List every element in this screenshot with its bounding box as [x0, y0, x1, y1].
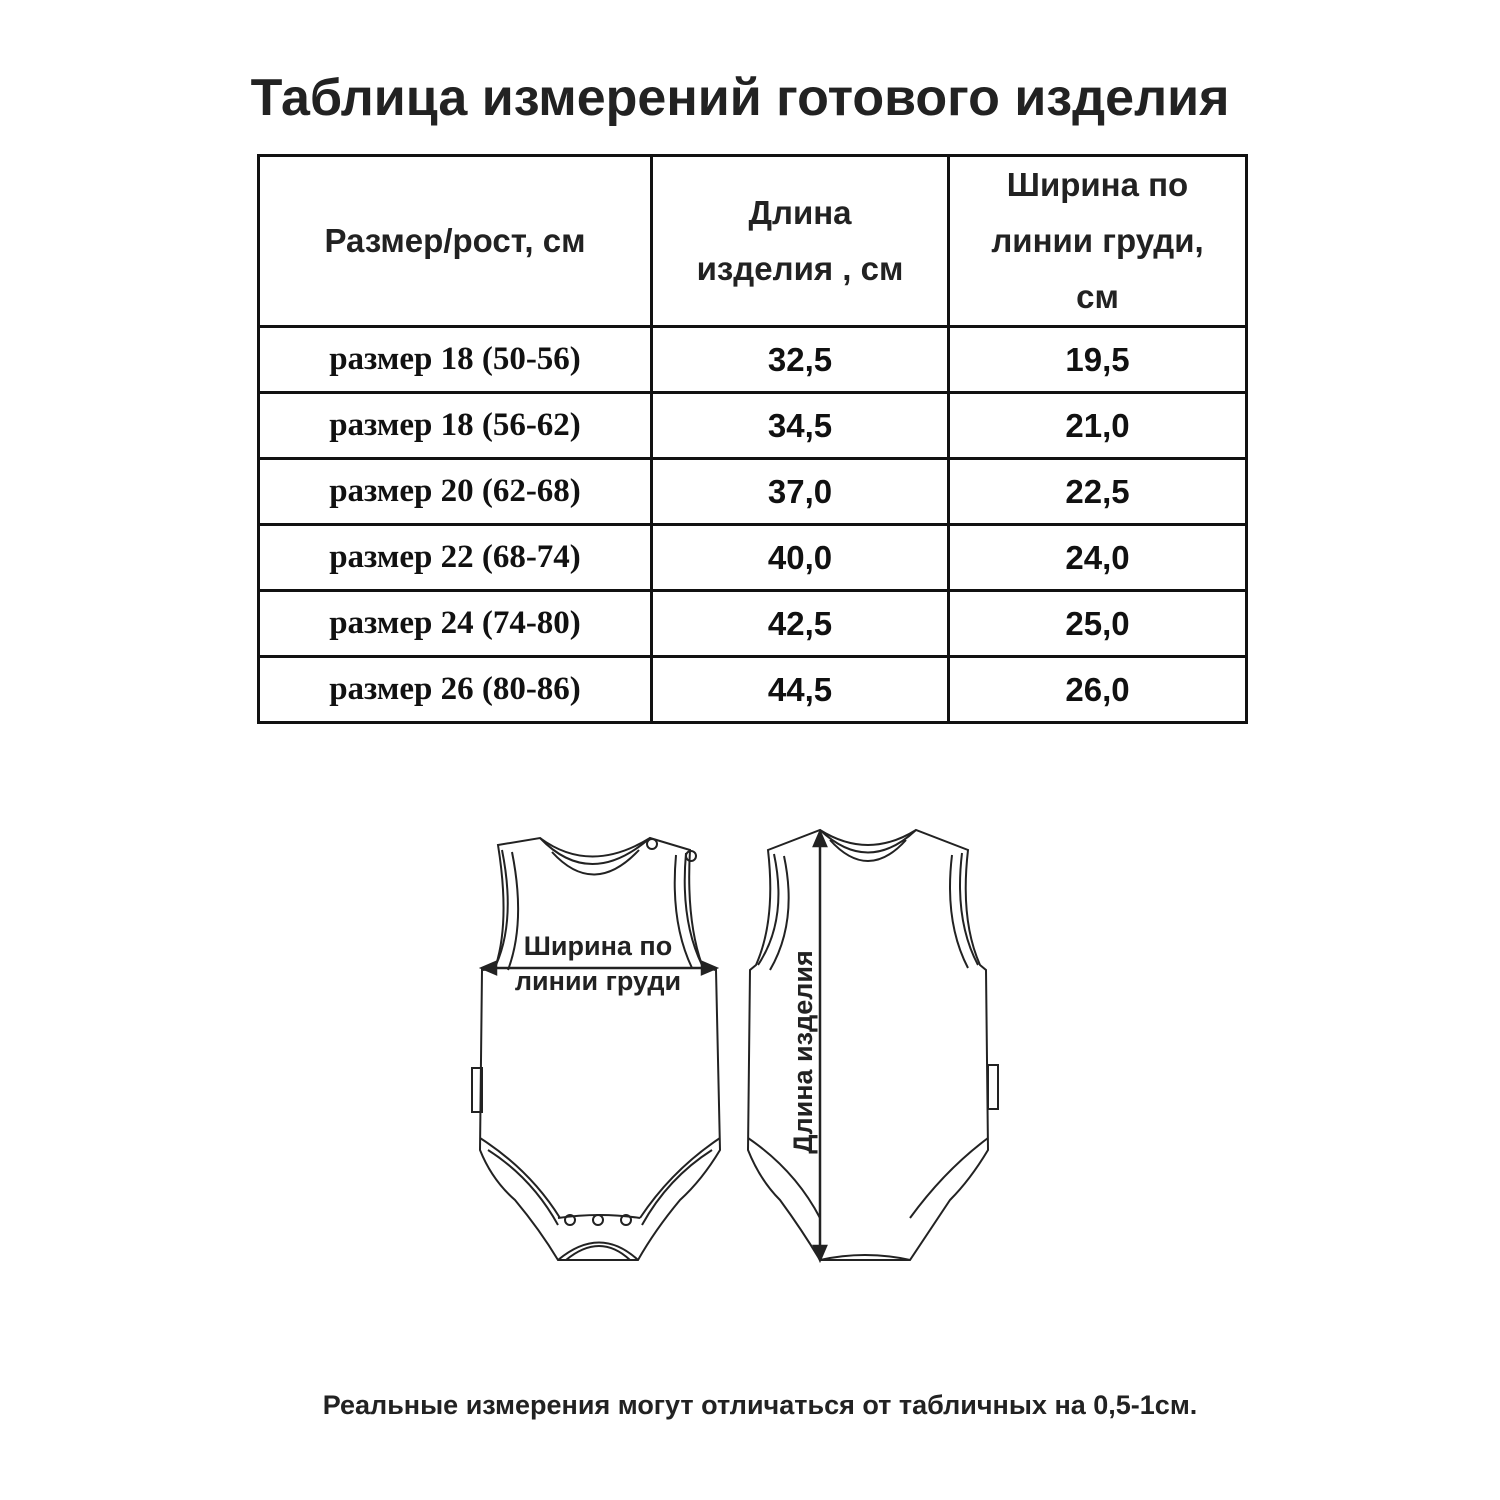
- header-length: Длина изделия , см: [652, 156, 949, 327]
- chest-cell: 22,5: [949, 459, 1247, 525]
- size-cell: размер 18 (56-62): [259, 393, 652, 459]
- length-cell: 32,5: [652, 327, 949, 393]
- bodysuit-front-illustration: [472, 838, 720, 1260]
- bodysuit-diagram: [440, 820, 1000, 1280]
- header-chest: Ширина по линии груди, см: [949, 156, 1247, 327]
- chest-cell: 21,0: [949, 393, 1247, 459]
- table-row: [259, 657, 1247, 723]
- chest-width-label-line2: линии груди: [514, 966, 682, 996]
- length-cell: 37,0: [652, 459, 949, 525]
- length-label: Длина изделия: [788, 950, 818, 1154]
- chest-cell: 25,0: [949, 591, 1247, 657]
- bodysuit-back-illustration: [748, 830, 998, 1260]
- table-row: [259, 393, 1247, 459]
- size-table: [257, 154, 1248, 724]
- table-row: [259, 591, 1247, 657]
- page-title: Таблица измерений готового изделия: [250, 69, 1230, 127]
- table-row: [259, 327, 1247, 393]
- chest-cell: 19,5: [949, 327, 1247, 393]
- length-cell: 42,5: [652, 591, 949, 657]
- size-cell: размер 22 (68-74): [259, 525, 652, 591]
- table-row: [259, 525, 1247, 591]
- chest-cell: 24,0: [949, 525, 1247, 591]
- header-size: Размер/рост, см: [259, 156, 652, 327]
- size-cell: размер 26 (80-86): [259, 657, 652, 723]
- table-row: [259, 459, 1247, 525]
- length-cell: 44,5: [652, 657, 949, 723]
- size-cell: размер 20 (62-68): [259, 459, 652, 525]
- length-cell: 34,5: [652, 393, 949, 459]
- chest-cell: 26,0: [949, 657, 1247, 723]
- chest-width-label-line1: Ширина по: [523, 931, 673, 961]
- table-header-row: [259, 156, 1247, 327]
- size-cell: размер 18 (50-56): [259, 327, 652, 393]
- footnote: Реальные измерения могут отличаться от табличных на 0,5-1см.: [322, 1390, 1198, 1420]
- size-cell: размер 24 (74-80): [259, 591, 652, 657]
- length-cell: 40,0: [652, 525, 949, 591]
